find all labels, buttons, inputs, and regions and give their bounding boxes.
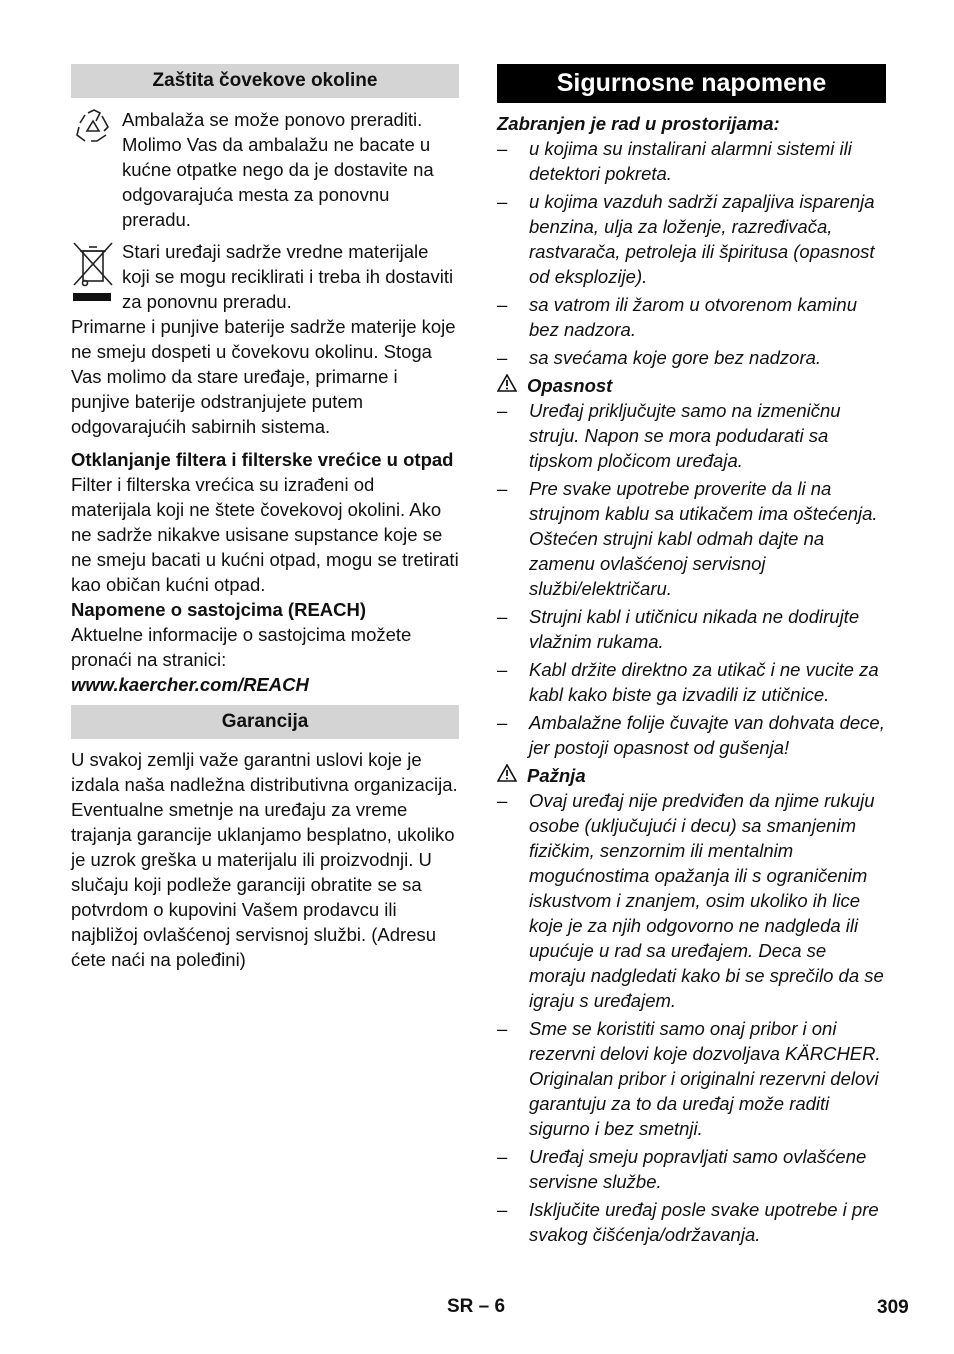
list-item: – Ovaj uređaj nije predviđen da njime rukuju osobe (uključujući i decu) sa smanjenim fizičkim, senzornim ili mentalnim mogućnostima opažanja ili s ograničenim iskustvom i znanjem, osim ukoliko ih lice koje je za njih odgovorno ne nadgleda ili upućuje u rad sa uređajem. Deca se moraju nadgledati kako bi se sprečilo da se igraju s uređajem. — [497, 790, 884, 1011]
dash-marker: – — [497, 790, 508, 811]
list-item: – Uređaj priključujte samo na izmeničnu struju. Napon se mora podudarati sa tipskom pločicom uređaja. — [497, 400, 841, 471]
list-item: – Ambalažne folije čuvajte van dohvata dece, jer postoji opasnost od gušenja! — [497, 712, 885, 758]
warning-triangle-icon — [497, 763, 517, 788]
caution-list — [497, 788, 886, 1247]
safety-heading: Sigurnosne napomene — [497, 64, 886, 103]
old-devices-block — [71, 239, 459, 314]
filter-text: Filter i filterska vrećica su izrađeni od materijala koji ne štete čovekovoj okolini. Ako ne sadrže nikakve usisane supstance koje se ne smeju bacati u kućni otpad, mogu se tretirati kao običan kućni otpad. — [71, 474, 459, 595]
dash-marker: – — [497, 347, 508, 368]
reach-text: Aktuelne informacije o sastojcima možete pronaći na stranici: — [71, 624, 412, 670]
left-column — [71, 64, 459, 972]
list-item: – Sme se koristiti samo onaj pribor i oni rezervni delovi koje dozvoljava KÄRCHER. Originalan pribor i originalni rezervni delovi garantuju za to da uređaj može raditi sigurno i bez smetnji. — [497, 1018, 881, 1139]
danger-label-row — [497, 373, 886, 398]
forbidden-list — [497, 136, 886, 370]
dash-marker: – — [497, 191, 508, 212]
list-item: – Kabl držite direktno za utikač i ne vucite za kabl kako biste ga izvadili iz utičnice. — [497, 659, 879, 705]
danger-label: Opasnost — [527, 375, 613, 396]
list-item: – Isključite uređaj posle svake upotrebe i pre svakog čišćenja/održavanja. — [497, 1199, 879, 1245]
danger-list — [497, 398, 886, 760]
reach-link[interactable]: www.kaercher.com/REACH — [71, 674, 309, 695]
dash-marker: – — [497, 606, 508, 627]
dash-marker: – — [497, 1199, 508, 1220]
dash-marker: – — [497, 138, 508, 159]
list-item: – u kojima vazduh sadrži zapaljiva isparenja benzina, ulja za loženje, razređivača, rastvarača, petroleja ili špiritusa (opasnost od eksplozije). — [497, 191, 875, 287]
batteries-text: Primarne i punjive baterije sadrže materije koje ne smeju dospeti u čovekovu okolinu. Stoga Vas molimo da stare uređaje, primarne i punjive baterije odstranjujete putem odgovarajućih sabirnih sistema. — [71, 316, 456, 437]
packaging-block — [71, 107, 459, 232]
list-item: – Strujni kabl i utičnicu nikada ne dodirujte vlažnim rukama. — [497, 606, 860, 652]
caution-label-row — [497, 763, 886, 788]
warranty-text: U svakoj zemlji važe garantni uslovi koje je izdala naša nadležna distributivna organizacija. Eventualne smetnje na uređaju za vreme trajanja garancije uklanjamo besplatno, ukoliko je uzrok greška u materijalu ili proizvodnji. U slučaju koji podleže garanciji obratite se sa potvrdom o kupovini Vašem prodavcu ili najbližoj ovlašćenoj servisnoj službi. (Adresu ćete naći na poleđini) — [71, 749, 458, 970]
dash-marker: – — [497, 478, 508, 499]
list-item: – Uređaj smeju popravljati samo ovlašćene servisne službe. — [497, 1146, 867, 1192]
dash-marker: – — [497, 712, 508, 733]
forbidden-title: Zabranjen je rad u prostorijama: — [497, 113, 780, 134]
crossed-bin-icon — [71, 239, 117, 311]
old-devices-text: Stari uređaji sadrže vredne materijale koji se mogu reciklirati i treba ih dostaviti za ponovnu preradu. — [122, 241, 454, 312]
dash-marker: – — [497, 294, 508, 315]
dash-marker: – — [497, 659, 508, 680]
caution-label: Pažnja — [527, 765, 586, 786]
dash-marker: – — [497, 1146, 508, 1167]
page-number: 309 — [877, 1297, 909, 1318]
environment-heading: Zaštita čovekove okoline — [71, 64, 459, 98]
warranty-heading: Garancija — [71, 705, 459, 739]
reach-heading: Napomene o sastojcima (REACH) — [71, 599, 367, 620]
recycle-icon — [71, 107, 117, 153]
warning-triangle-icon — [497, 373, 517, 398]
right-column — [497, 64, 886, 1250]
list-item: – Pre svake upotrebe proverite da li na strujnom kablu sa utikačem ima oštećenja. Oštećen strujni kabl odmah dajte na zamenu ovlašćenoj servisnoj službi/električaru. — [497, 478, 878, 599]
dash-marker: – — [497, 1018, 508, 1039]
list-item: – sa vatrom ili žarom u otvorenom kaminu bez nadzora. — [497, 294, 857, 340]
list-item: – sa svećama koje gore bez nadzora. — [497, 347, 822, 368]
dash-marker: – — [497, 400, 508, 421]
page-label: SR – 6 — [447, 1296, 506, 1317]
packaging-text: Ambalaža se može ponovo preraditi. Molimo Vas da ambalažu ne bacate u kućne otpatke nego da je dostavite na odgovarajuća mesta za ponovnu preradu. — [122, 109, 434, 230]
filter-heading: Otklanjanje filtera i filterske vrećice u otpad — [71, 449, 454, 470]
list-item: – u kojima su instalirani alarmni sistemi ili detektori pokreta. — [497, 138, 852, 184]
